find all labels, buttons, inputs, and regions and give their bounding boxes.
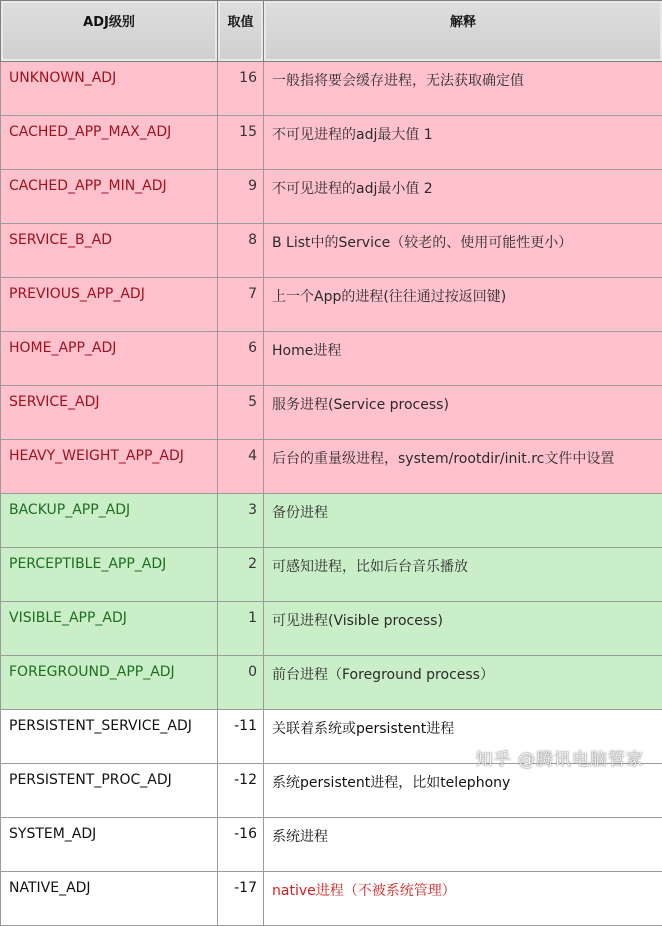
adj-value-cell: -11	[218, 710, 264, 764]
adj-name-cell: PERSISTENT_PROC_ADJ	[1, 764, 218, 818]
watermark: 知乎 @腾讯电脑管家	[476, 745, 644, 770]
table-row	[1, 764, 662, 818]
adj-description-cell: 前台进程（Foreground process）	[264, 656, 662, 710]
adj-value-cell: 2	[218, 548, 264, 602]
adj-name-cell: PREVIOUS_APP_ADJ	[1, 278, 218, 332]
adj-name-cell: VISIBLE_APP_ADJ	[1, 602, 218, 656]
table-row	[1, 62, 662, 116]
adj-value-cell: -12	[218, 764, 264, 818]
table-row	[1, 116, 662, 170]
table-row	[1, 332, 662, 386]
table-row	[1, 494, 662, 548]
adj-description-cell: 可见进程(Visible process)	[264, 602, 662, 656]
adj-description-cell: 上一个App的进程(往往通过按返回键)	[264, 278, 662, 332]
adj-value-cell: 9	[218, 170, 264, 224]
adj-value-cell: 1	[218, 602, 264, 656]
adj-value-cell: 6	[218, 332, 264, 386]
adj-value-cell: 5	[218, 386, 264, 440]
table-row	[1, 872, 662, 926]
adj-description-cell: 不可见进程的adj最大值 1	[264, 116, 662, 170]
adj-description-cell: 备份进程	[264, 494, 662, 548]
adj-value-cell: 16	[218, 62, 264, 116]
adj-name-cell: SYSTEM_ADJ	[1, 818, 218, 872]
adj-value-cell: -17	[218, 872, 264, 926]
adj-description-cell: B List中的Service（较老的、使用可能性更小）	[264, 224, 662, 278]
adj-description-cell: Home进程	[264, 332, 662, 386]
table-row	[1, 818, 662, 872]
table-row	[1, 386, 662, 440]
table-row	[1, 278, 662, 332]
header-value: 取值	[218, 1, 264, 62]
table-row	[1, 224, 662, 278]
adj-value-cell: 0	[218, 656, 264, 710]
adj-name-cell: PERCEPTIBLE_APP_ADJ	[1, 548, 218, 602]
table-row	[1, 440, 662, 494]
adj-value-cell: 15	[218, 116, 264, 170]
adj-description-cell: 系统进程	[264, 818, 662, 872]
table-row	[1, 170, 662, 224]
table-row	[1, 602, 662, 656]
table-header-row	[1, 1, 662, 62]
adj-description-cell: 关联着系统或persistent进程	[264, 710, 662, 764]
adj-value-cell: -16	[218, 818, 264, 872]
adj-value-cell: 7	[218, 278, 264, 332]
table-row	[1, 656, 662, 710]
header-description: 解释	[264, 1, 662, 62]
adj-value-cell: 8	[218, 224, 264, 278]
adj-value-cell: 3	[218, 494, 264, 548]
adj-name-cell: FOREGROUND_APP_ADJ	[1, 656, 218, 710]
adj-description-cell: 一般指将要会缓存进程，无法获取确定值	[264, 62, 662, 116]
table-row	[1, 710, 662, 764]
adj-description-cell: native进程（不被系统管理）	[264, 872, 662, 926]
adj-value-cell: 4	[218, 440, 264, 494]
adj-name-cell: SERVICE_B_AD	[1, 224, 218, 278]
adj-name-cell: NATIVE_ADJ	[1, 872, 218, 926]
adj-name-cell: SERVICE_ADJ	[1, 386, 218, 440]
adj-name-cell: CACHED_APP_MAX_ADJ	[1, 116, 218, 170]
adj-description-cell: 系统persistent进程，比如telephony	[264, 764, 662, 818]
adj-name-cell: PERSISTENT_SERVICE_ADJ	[1, 710, 218, 764]
adj-name-cell: CACHED_APP_MIN_ADJ	[1, 170, 218, 224]
adj-description-cell: 不可见进程的adj最小值 2	[264, 170, 662, 224]
adj-name-cell: HEAVY_WEIGHT_APP_ADJ	[1, 440, 218, 494]
table-row	[1, 548, 662, 602]
adj-description-cell: 可感知进程，比如后台音乐播放	[264, 548, 662, 602]
adj-description-cell: 服务进程(Service process)	[264, 386, 662, 440]
adj-description-cell: 后台的重量级进程，system/rootdir/init.rc文件中设置	[264, 440, 662, 494]
adj-name-cell: HOME_APP_ADJ	[1, 332, 218, 386]
adj-name-cell: BACKUP_APP_ADJ	[1, 494, 218, 548]
adj-name-cell: UNKNOWN_ADJ	[1, 62, 218, 116]
header-adj-level: ADJ级别	[1, 1, 218, 62]
